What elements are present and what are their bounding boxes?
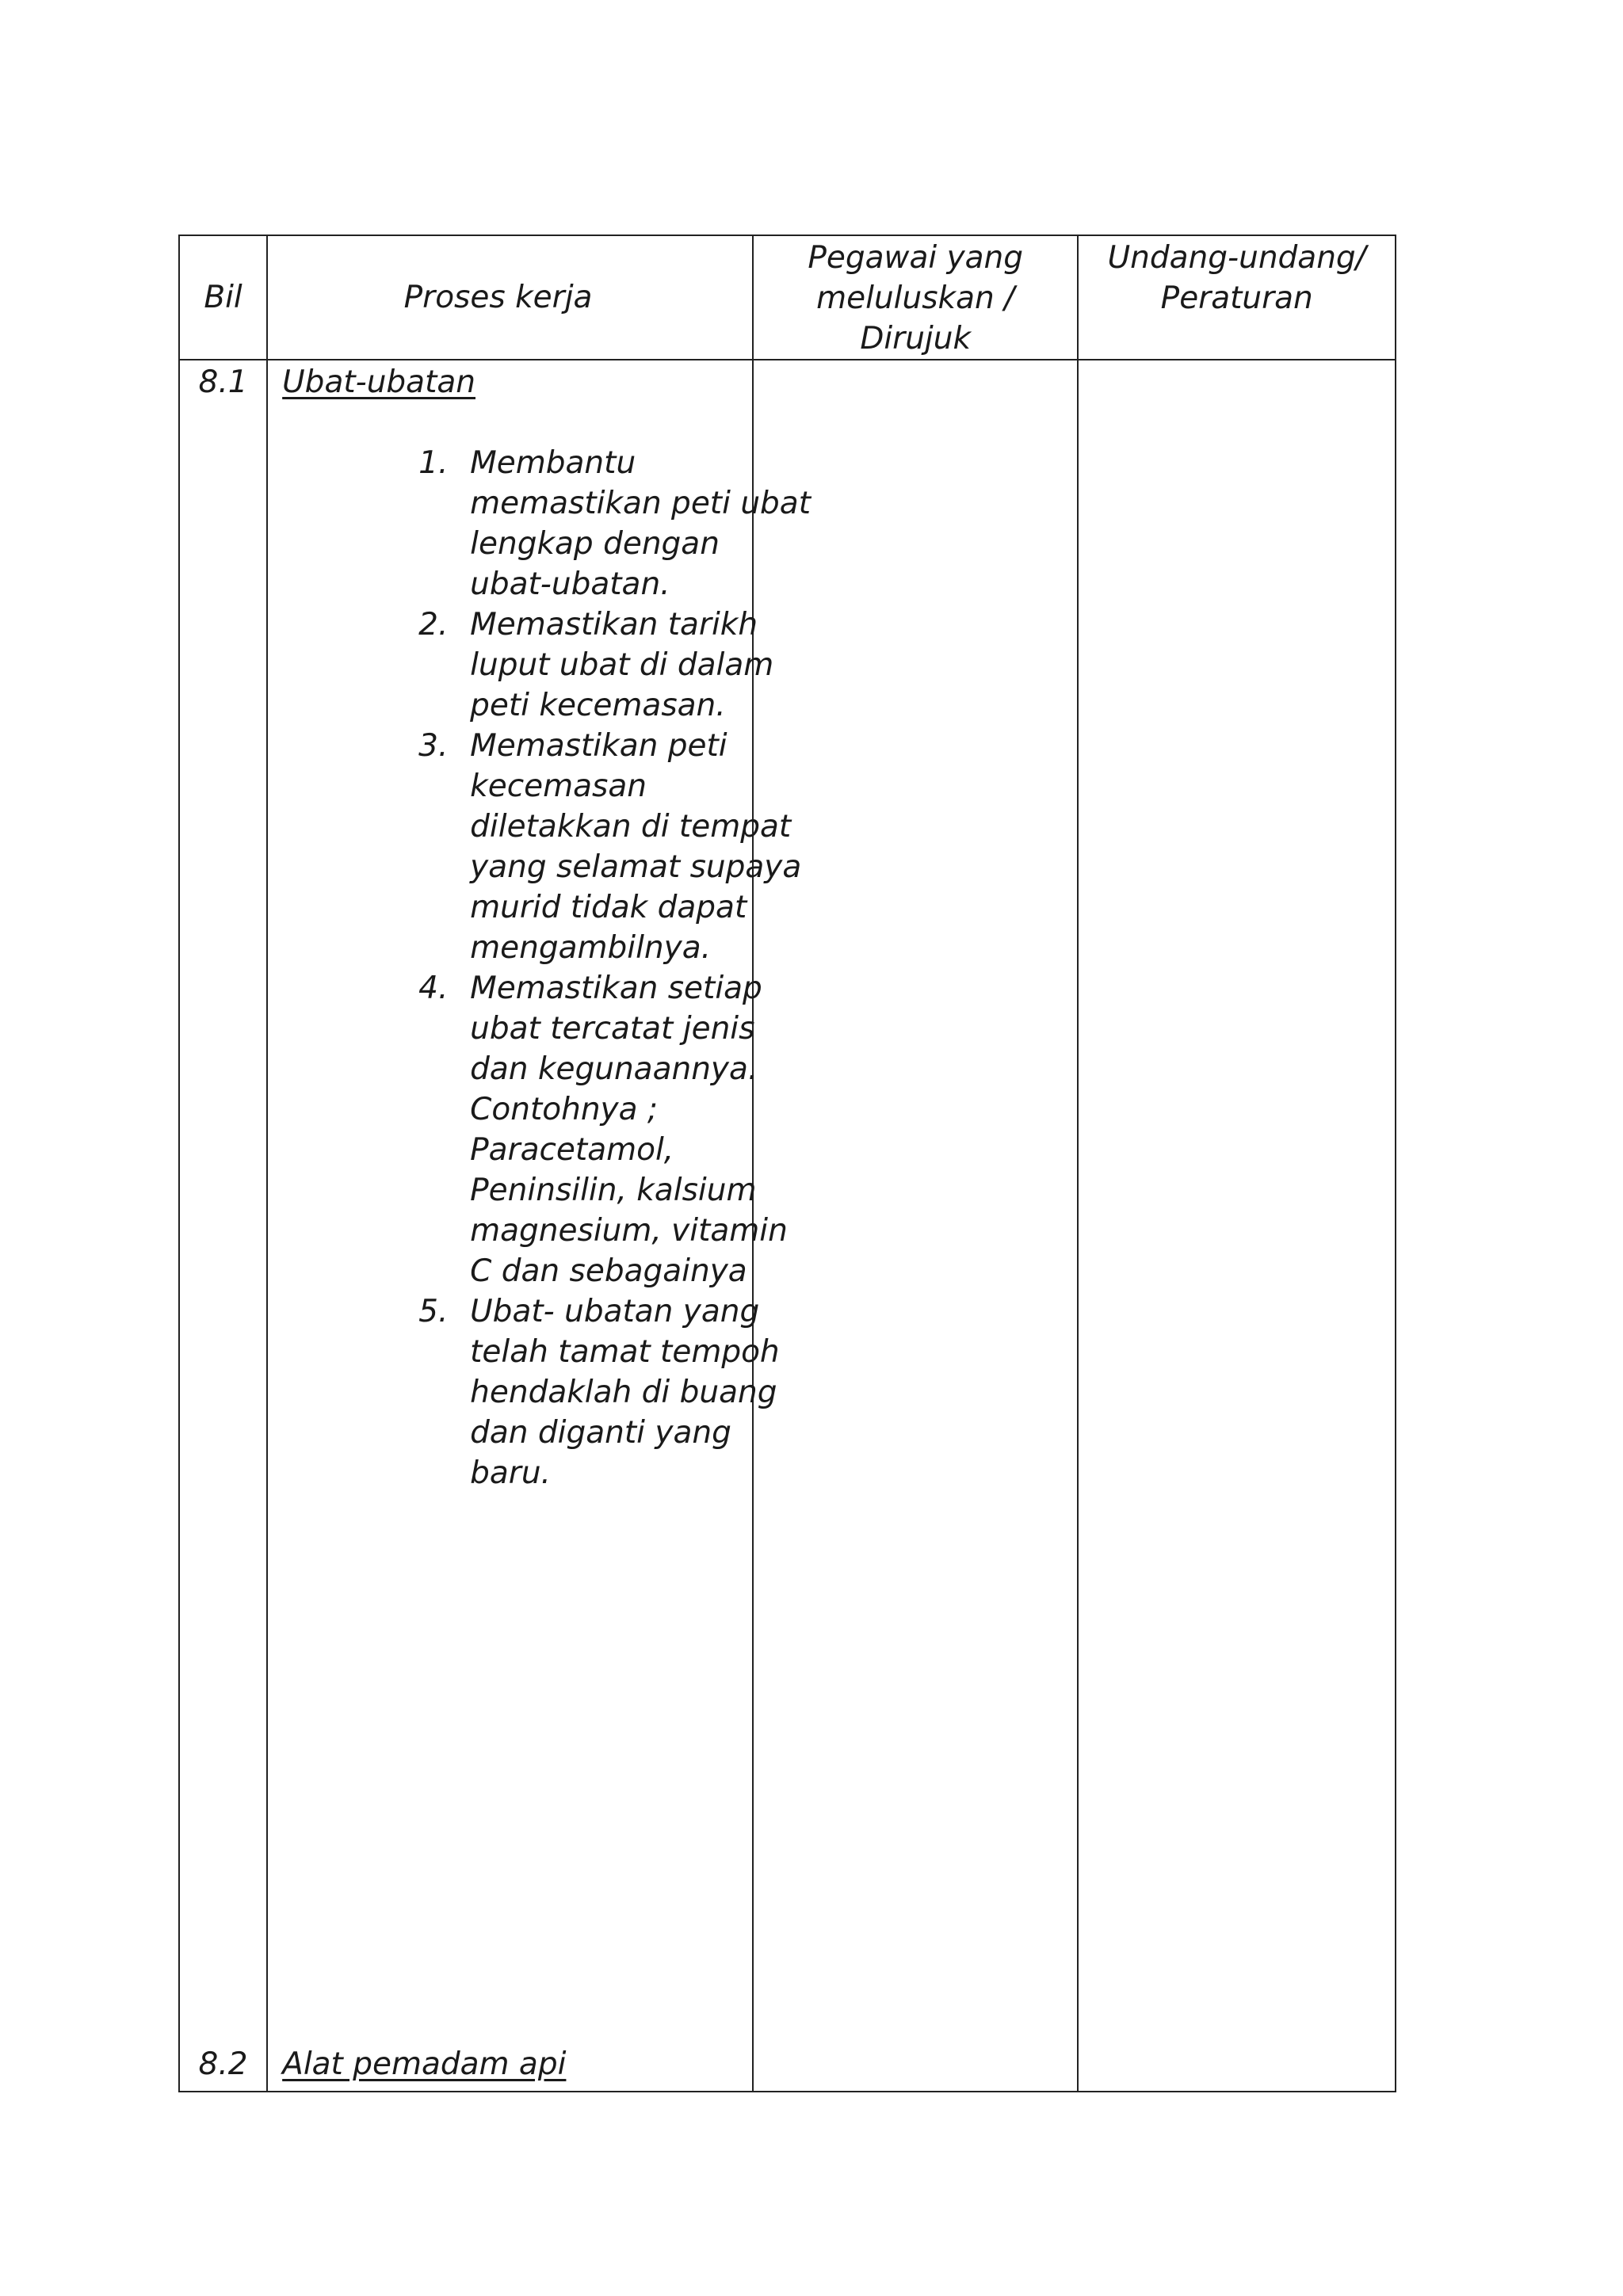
section-title: Alat pemadam api xyxy=(282,2046,567,2082)
step-number: 3. xyxy=(418,728,449,764)
step-line: Memastikan tarikh xyxy=(470,607,758,643)
step-line: dan kegunaannya. xyxy=(470,1051,758,1087)
step-line: lengkap dengan xyxy=(470,526,720,562)
step-line: magnesium, vitamin xyxy=(470,1213,788,1249)
section-title: Ubat-ubatan xyxy=(282,364,475,400)
step-text xyxy=(470,968,788,1291)
proses-kerja-cell xyxy=(267,360,811,2092)
table-header-row xyxy=(179,235,1396,360)
step-line: Peninsilin, kalsium xyxy=(470,1173,757,1208)
list-item xyxy=(268,605,774,726)
step-line: peti kecemasan. xyxy=(470,688,726,723)
step-line: kecemasan xyxy=(470,769,647,804)
step-line: Ubat- ubatan yang xyxy=(470,1294,760,1329)
step-text xyxy=(470,726,802,968)
step-number: 2. xyxy=(418,607,449,643)
step-line: Contohnya ; xyxy=(470,1092,659,1127)
step-line: ubat tercatat jenis xyxy=(470,1011,755,1047)
step-line: Memastikan setiap xyxy=(470,971,762,1006)
header-undang-undang xyxy=(1078,235,1396,360)
undang-undang-cell xyxy=(1078,360,1396,2092)
pegawai-cell xyxy=(753,360,1079,2092)
step-line: mengambilnya. xyxy=(470,930,712,966)
header-pegawai-line: Dirujuk xyxy=(860,321,972,357)
list-item xyxy=(268,726,802,968)
bil-cell xyxy=(179,360,267,2092)
step-text xyxy=(470,605,774,726)
step-line: Paracetamol, xyxy=(470,1132,674,1168)
step-number: 1. xyxy=(418,445,449,481)
table-row xyxy=(179,360,1396,2092)
header-pegawai-line: meluluskan / xyxy=(816,280,1015,316)
step-line: telah tamat tempoh xyxy=(470,1334,780,1370)
step-line: yang selamat supaya xyxy=(470,849,802,885)
step-line: hendaklah di buang xyxy=(470,1375,777,1410)
header-undang-line: Peraturan xyxy=(1160,280,1313,316)
step-line: baru. xyxy=(470,1455,551,1491)
section-number: 8.1 xyxy=(198,364,248,400)
step-line: C dan sebagainya xyxy=(470,1253,747,1289)
step-line: luput ubat di dalam xyxy=(470,647,774,683)
step-line: murid tidak dapat xyxy=(470,890,747,925)
step-line: Membantu xyxy=(470,445,636,481)
header-pegawai xyxy=(753,235,1079,360)
header-bil: Bil xyxy=(179,235,267,360)
step-line: ubat-ubatan. xyxy=(470,566,670,602)
step-number: 4. xyxy=(418,971,449,1006)
step-line: diletakkan di tempat xyxy=(470,809,792,845)
list-item xyxy=(268,968,788,1291)
steps-list xyxy=(268,443,811,1493)
list-item xyxy=(268,1291,780,1493)
step-number: 5. xyxy=(418,1294,449,1329)
header-undang-line: Undang-undang/ xyxy=(1107,240,1366,276)
list-item xyxy=(268,443,811,605)
section-number: 8.2 xyxy=(198,2046,248,2082)
step-line: Memastikan peti xyxy=(470,728,727,764)
step-line: memastikan peti ubat xyxy=(470,486,811,521)
header-proses-kerja: Proses kerja xyxy=(267,235,753,360)
procedure-table xyxy=(178,235,1396,2092)
step-text xyxy=(470,443,811,605)
header-pegawai-line: Pegawai yang xyxy=(808,240,1024,276)
step-line: dan diganti yang xyxy=(470,1415,731,1451)
step-text xyxy=(470,1291,780,1493)
